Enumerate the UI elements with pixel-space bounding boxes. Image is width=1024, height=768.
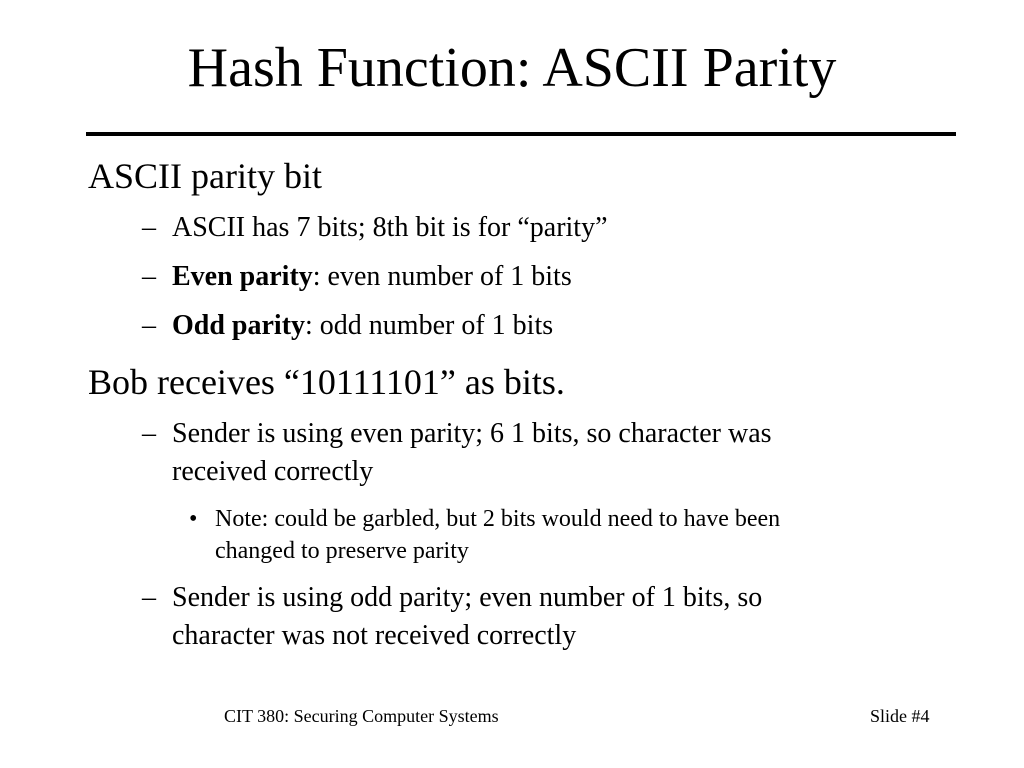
- sub-bullet-even-parity-case-line2: received correctly: [172, 456, 374, 487]
- slide-title: Hash Function: ASCII Parity: [187, 37, 837, 99]
- note-line2: changed to preserve parity: [215, 538, 469, 564]
- sub-bullet-even-parity-case-line1: Sender is using even parity; 6 1 bits, so character was: [172, 418, 772, 449]
- dash-marker: –: [142, 418, 156, 449]
- dash-marker: –: [142, 582, 156, 613]
- odd-parity-term: Odd parity: [172, 310, 306, 341]
- sub-bullet-even-parity: [172, 261, 572, 293]
- sub-bullet-ascii-bits: ASCII has 7 bits; 8th bit is for “parity”: [172, 212, 608, 243]
- sub-bullet-odd-parity-case-line2: character was not received correctly: [172, 620, 577, 651]
- footer-slide-number: Slide #4: [870, 706, 930, 726]
- note-line1: Note: could be garbled, but 2 bits would need to have been: [215, 506, 781, 532]
- even-parity-term: Even parity: [172, 261, 313, 292]
- dash-marker: –: [142, 212, 156, 243]
- bullet-bob-receives: Bob receives “10111101” as bits.: [88, 362, 565, 402]
- dash-marker: –: [142, 261, 156, 292]
- bullet-ascii-parity-bit: ASCII parity bit: [88, 156, 322, 196]
- title-divider: [86, 132, 956, 136]
- sub-bullet-odd-parity: [172, 310, 553, 342]
- odd-parity-definition: : odd number of 1 bits: [305, 310, 554, 341]
- bullet-dot-marker: •: [189, 506, 198, 532]
- dash-marker: –: [142, 310, 156, 341]
- sub-bullet-odd-parity-case-line1: Sender is using odd parity; even number of 1 bits, so: [172, 582, 763, 613]
- even-parity-definition: : even number of 1 bits: [312, 261, 572, 292]
- footer-course: CIT 380: Securing Computer Systems: [224, 706, 499, 726]
